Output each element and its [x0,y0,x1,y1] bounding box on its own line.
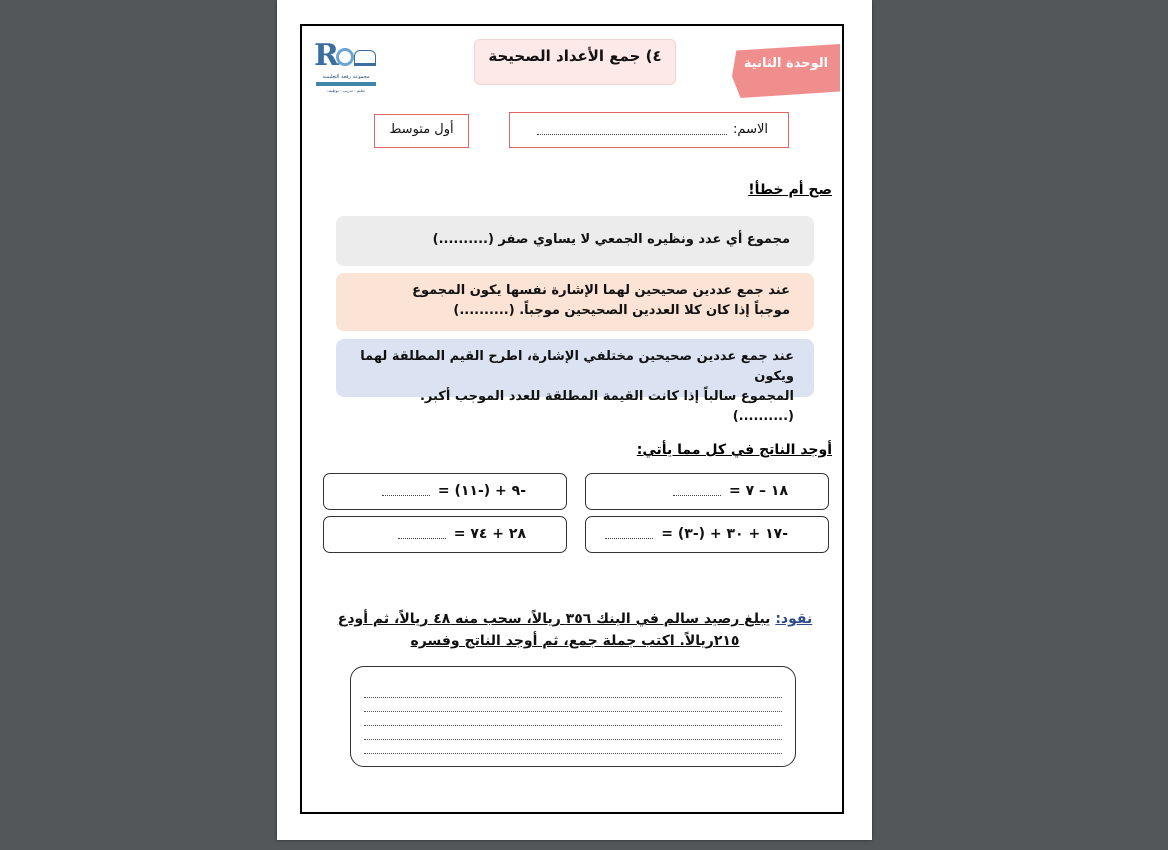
logo-tagline: تعليم · تدريب · توظيف [327,88,365,93]
answer-line[interactable] [364,740,782,754]
name-label: الاسم: [733,122,768,137]
answer-blank[interactable] [605,530,653,539]
expression: ١٨ – ٧ = [729,483,788,499]
name-blank[interactable] [537,124,727,135]
logo-name: مجموعة رفعة التعليمية [322,74,370,80]
banner-shape [732,44,840,98]
grade-level: أول متوسط [374,114,469,148]
unit-label: الوحدة الثانية [743,56,829,71]
lesson-title: ٤) جمع الأعداد الصحيحة [474,39,676,85]
expression: -١٧ + ٣٠ + (-٣) = [661,526,788,542]
calc-box-2[interactable] [323,473,567,510]
brand-logo [314,40,378,96]
logo-ring-icon [336,48,354,66]
word-problem-line-1 [336,608,814,630]
true-false-heading: صح أم خطأ! [748,182,832,198]
calc-box-4[interactable] [323,516,567,553]
expression: -٩ + (-١١) = [437,483,526,499]
statement-line: مجموع أي عدد ونظيره الجمعي لا يساوي صفر (..........) [432,232,790,247]
answer-line[interactable] [364,698,782,712]
calc-box-1[interactable] [585,473,829,510]
logo-letter-icon: R [314,38,339,73]
calc-box-3[interactable] [585,516,829,553]
answer-line[interactable] [364,684,782,698]
statement-line: عند جمع عددين صحيحين مختلفي الإشارة، اطرح القيم المطلقة لهما ويكون [360,349,794,384]
word-problem [336,608,814,652]
answer-area[interactable] [350,666,796,767]
worksheet-page [277,0,872,840]
answer-line[interactable] [364,712,782,726]
word-problem-line-2: ٢١٥ريالاً. اكتب جملة جمع، ثم أوجد الناتج وفسره [410,633,740,649]
find-result-heading: أوجد الناتج في كل مما يأتي: [636,442,832,458]
statement-line: عند جمع عددين صحيحين لهما الإشارة نفسها يكون المجموع [412,283,790,298]
page-border [300,24,844,814]
answer-line[interactable] [364,726,782,740]
true-false-item-2 [336,273,814,331]
true-false-item-1 [336,216,814,266]
statement-line: المجموع سالباً إذا كانت القيمة المطلقة للعدد الموجب أكبر. (..........) [419,389,794,424]
logo-bar [316,82,376,86]
answer-blank[interactable] [398,530,446,539]
unit-banner [732,44,840,98]
expression: ٢٨ + ٧٤ = [453,526,526,542]
answer-blank[interactable] [382,487,430,496]
student-name-field[interactable] [509,112,789,148]
true-false-item-3 [336,339,814,424]
word-problem-label: نقود: [775,611,813,627]
word-problem-text: يبلغ رصيد سالم في البنك ٣٥٦ ريالاً، سحب منه ٤٨ ريالاً، ثم أودع [337,611,771,627]
open-book-icon [354,48,376,66]
answer-blank[interactable] [673,487,721,496]
statement-line: موجباً إذا كان كلا العددين الصحيحين موجباً. (..........) [453,303,790,318]
